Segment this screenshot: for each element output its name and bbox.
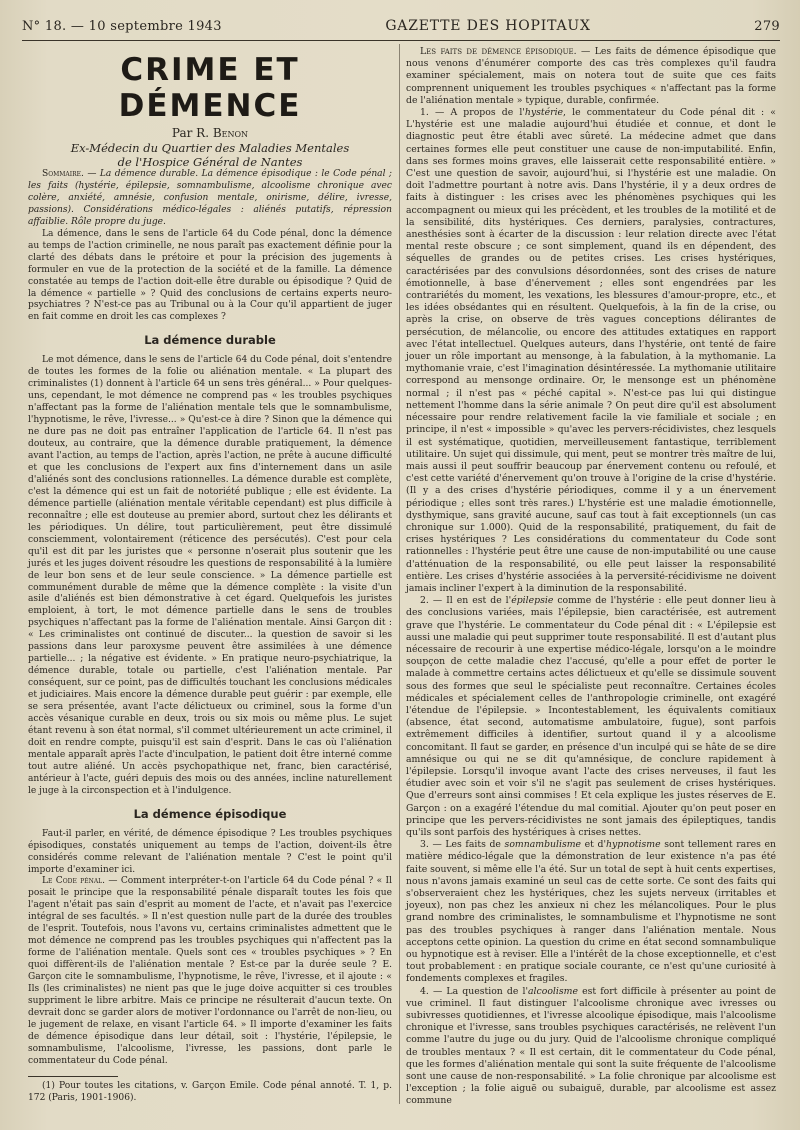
intro-paragraph: La démence, dans le sens de l'article 64 du Code pénal, donc la démence au temps de l'action criminelle, ne nous paraît pas exactement définie pour la clarté des débats dans le prétoire et pour la précision des jugements à formuler en vue de la protection de la société et de la famille. La démence constatée au temps de l'action doit-elle être durable ou épisodique ? Quid de la démence « partielle » ? Quid des conclusions de certains experts neuro-psychiatres ? N'est-ce pas au Tribunal ou à la Cour qu'il appartient de juger en fait comme en droit les cas complexes ? [28, 228, 392, 323]
somnambulisme-lead: 3. — Les faits de [420, 839, 505, 851]
somnambulisme-text: sont tellement rares en matière médico-légale que la démonstration de leur existence n'a pas été faite souvent, si même elle l'a été. Sur un total de sept à huit cents expertises, nous n'avons jamais examiné un seul cas de cette sorte. Ce sont des faits qui s'observeraient chez les hystériques, chez les sujets nerveux (irritables et joyeux), non pas chez les anxieux ni chez les mélancoliques. Pour le plus grand nombre des criminalistes, le somnambulisme et l'hypnotisme ne sont pas des troubles psychiques à ranger dans l'aliénation mentale. Nous acceptons cette opinion. La question du crime en état second somnambulique ou hypnotique est à reviser. Elle a l'intérêt de la chose exceptionnelle, et c'est tout probablement : en pratique sociale courante, ce n'est qu'une curiosité à fondements complexes et fragiles. [406, 839, 777, 985]
epilepsie-text: comme de l'hystérie : elle peut donner lieu à des conclusions variées, mais l'épilepsie, bien caractérisée, est autrement grave que l'hystérie. Le commentateur du Code pénal dit : « L'épilepsie est aussi une maladie qui peut supprimer toute responsabilité. Il est d'autant plus nécessaire de recourir à une expertise médico-légale, lorsqu'on a le moindre soupçon de cette maladie chez l'accusé, qu'elle a pour effet de porter le malade à commettre certains actes délictueux et qu'elle se dissimule souvent sous des formes que seul le spécialiste peut reconnaître. Certaines écoles médicales et spécialement celles de l'anthropologie criminelle, ont exagéré l'étendue de l'épilepsie. » Incontestablement, les équivalents comitiaux (absence, état second, automatisme ambulatoire, fugue), sont parfois extrêmement difficiles à identifier, surtout quand il y a alcoolisme concomitant. Il faut se garder, en présence d'un inculpé qui se hâte de se dire amnésique ou qui ne se dit qu'amnésique, de conclure rapidement à l'épilepsie. Lorsqu'il invoque avant l'acte des crises nerveuses, il faut les étudier avec soin et voir s'il ne s'agit pas seulement de crises hystériques. Que d'erreurs sont ainsi commises ! Et cela explique les justes réserves de E. Garçon : on a exagéré l'étendue du mal comitial. Ajouter qu'on peut poser en principe que les pervers-récidivistes ne sont jamais des épileptiques, tandis qu'ils sont parfois des hystériques à crises nettes. [406, 595, 776, 838]
section-heading-episodique: La démence épisodique [133, 806, 287, 821]
page-number: 279 [754, 19, 780, 34]
code-penal-text: — Comment interpréter-t-on l'article 64 du Code pénal ? « Il posait le principe que la responsabilité pénale disparaît toutes les fois que l'agent n'était pas sain d'esprit au moment de l'acte, et n'avait pas l'exercice intégral de ses facultés. » Il n'est question nulle part de la durée des troubles de l'esprit. Toutefois, nous l'avons vu, certains criminalistes admettent que le mot démence ne comprend pas les troubles psychiques qui n'affectent pas la forme de l'aliénation mentale. Quels sont ces « troubles psychiques » ? En quoi diffèrent-ils de l'aliénation mentale ? Est-ce par la durée seule ? E. Garçon cite le somnambulisme, l'hypnotisme, le rêve, l'ivresse, et il ajoute : « Ils (les criminalistes) ne nient pas que le juge doive acquitter si ces troubles suppriment le libre arbitre. Mais ce principe ne résulterait d'aucun texte. On devrait donc se garder alors de motiver l'ordonnance ou l'arrêt de non-lieu, ou le jugement de relaxe, en visant l'article 64. » Il importe d'examiner les faits de démence épisodique dans leur détail, soit : l'hystérie, l'épilepsie, le somnambulisme, l'alcoolisme, l'ivresse, les passions, dont parle le commentateur du Code pénal. [28, 876, 392, 1066]
somnambulisme-mid: et d' [581, 839, 607, 851]
author-name: Benon [212, 126, 249, 140]
hysterie-term: hystérie [524, 107, 564, 119]
article-title: CRIME ET DÉMENCE [118, 52, 302, 124]
faits-label: Les faits de démence épisodique. [420, 46, 577, 57]
issue-date: N° 18. — 10 septembre 1943 [22, 19, 222, 34]
affiliation-line-1: Ex-Médecin du Quartier des Maladies Mentales [70, 141, 350, 155]
epilepsie-paragraph [406, 595, 776, 839]
alcoolisme-paragraph [406, 986, 776, 1108]
right-column [406, 46, 776, 1108]
code-penal-label: Le Code pénal. [42, 876, 106, 887]
episodique-paragraph: Faut-il parler, en vérité, de démence épisodique ? Les troubles psychiques épisodiques, constatés uniquement au temps de l'action, doivent-ils être considérés comme relevant de l'aliénation mentale ? C'est le point qu'il importe d'examiner ici. [28, 828, 392, 875]
summary-label: Sommaire. [42, 169, 84, 179]
affiliation-line-2: de l'Hospice Général de Nantes [117, 155, 303, 169]
left-column [28, 46, 392, 1105]
byline [28, 126, 392, 141]
hysterie-text: , le commentateur du Code pénal dit : « L'hystérie est une maladie aujourd'hui étudiée et connue, et dont le diagnostic peut être établi avec sûreté. La médecine admet que dans certaines formes elle peut constituer une cause de non-imputabilité. Enfin, dans ses formes moins graves, elle laisserait cette responsabilité entière. » C'est une question de savoir, aujourd'hui, si l'hystérie est une maladie. On doit l'admettre pourtant à notre avis. Dans l'hystérie, il y a deux ordres de faits à distinguer : les crises avec les phénomènes psychiques qui les accompagnent ou mieux qui les précèdent, et les troubles de la motilité et de la sensibilité, dits hystériques. Ces derniers, paralysies, contractures, anesthésies sont à écarter de la discussion : leur relation directe avec l'état mental reste obscure ; ce sont simplement, quand ils en dépendent, des séquelles de grandes ou de petites crises. Les crises hystériques, caractérisées par des convulsions désordonnées, sont des crises de nature émotionnelle, à base d'énervement ; elles sont engendrées par les contrariétés du moment, les vexations, les blessures d'amour-propre, etc., et les idées obsédantes qui en résultent. Quelquefois, à la fin de la crise, ou après la crise, on observe de très vagues conceptions délirantes de persécution, de mélancolie, ou encore des attitudes extatiques en rapport avec l'état intellectuel. Quelques auteurs, dans l'hystérie, ont tenté de faire jouer un rôle important au mensonge, à la fabulation, à la mythomanie. La mythomanie vraie, c'est l'imagination désintéressée. La mythomanie utilitaire correspond au mensonge ordinaire. Or, le mensonge est un phénomène normal ; il n'est pas « péché capital ». N'est-ce pas lui qui distingue nettement l'homme dans la série animale ? On peut dire qu'il est absolument nécessaire pour rendre relativement facile la vie familiale et sociale ; en principe, il n'est « impossible » qu'avec les pervers-récidivistes, chez lesquels il est systématique, quotidien, merveilleusement fantastique, terriblement utilitaire. Un sujet qui dissimule, qui ment, peut se montrer très maître de lui, mais aussi il peut souffrir beaucoup par énervement contenu ou refoulé, et c'est cette variété d'énervement qu'on trouve à l'origine de la crise d'hystérie. (Il y a des crises d'hystérie périodiques, comme il y a un énervement périodique ; elles sont très rares.) L'hystérie est une maladie émotionnelle, dysthymique, sans gravité aucune, sauf cas tout à fait exceptionnels (un cas chronique sur 1.000). Quid de la responsabilité, pratiquement, du fait de crises hystériques ? Les considérations du commentateur du Code sont rationnelles : l'hystérie peut être une cause de non-imputabilité ou une cause d'atténuation de la responsabilité, ou elle peut laisser la responsabilité entière. Les crises d'hystérie associées à la perversité-récidivisme ne doivent jamais incliner l'expert à la diminution de la responsabilité. [406, 107, 776, 594]
alcoolisme-term: alcoolisme [528, 985, 578, 997]
header-rule [22, 40, 780, 41]
journal-title: GAZETTE DES HOPITAUX [385, 18, 591, 34]
epilepsie-term: épilepsie [511, 595, 554, 607]
durable-paragraph: Le mot démence, dans le sens de l'article 64 du Code pénal, doit s'entendre de toutes les formes de la folie ou aliénation mentale. « La plupart des criminalistes (1) donnent à l'article 64 un sens très général... » Pour quelques-uns, cependant, le mot démence ne comprend pas « les troubles psychiques n'affectant pas la forme de l'aliénation mentale tels que le somnambulisme, l'hypnotisme, le rêve, l'ivresse... » Qu'est-ce à dire ? Sinon que la démence qui ne dure pas ne doit pas entraîner l'application de l'article 64. Il n'est pas douteux, au contraire, que la démence durable pratiquement, la démence avant l'action, au temps de l'action, après l'action, ne prête à aucune difficulté et que les conclusions de l'expert aux fins d'internement dans un asile d'aliénés sont des conclusions rationnelles. La démence durable est complète, c'est la démence qui est un fait de notoriété publique ; elle est évidente. La démence partielle (aliénation mentale véritable cependant) est plus difficile à reconnaître ; elle est douteuse au premier abord, surtout chez les délirants et les périodiques. Un délire, tout particulièrement, peut être dissimulé consciemment, volontairement (réticence des persécutés). C'est pour cela qu'il est dit par les juristes que « personne n'oserait plus soutenir que les jurés et les juges doivent résoudre les questions de responsabilité à la lumière de leur bon sens et de leur seule conscience. » La démence partielle est communément durable de même que la démence complète : la visite d'un asile d'aliénés est bien démonstrative à cet égard. Quelquefois les juristes emploient, à tort, le mot démence partielle dans le sens de troubles psychiques n'affectant pas la forme de l'aliénation mentale. Ainsi Garçon dit : « Les criminalistes ont continué de discuter... la question de savoir si les passions dans leur paroxysme peuvent être assimilées à une démence partielle... ; la négative est évidente. » En pratique neuro-psychiatrique, la démence durable, totale ou partielle, c'est l'aliénation mentale. Par conséquent, sur ce point, pas de difficultés touchant les conclusions médicales et judiciaires. Mais encore la démence durable peut guérir : par exemple, elle se sera présentée, avant l'acte délictueux ou criminel, sous la forme d'un accès vésanique curable en deux, trois ou six mois ou même plus. Le sujet étant revenu à son état normal, s'il commet ultérieurement un acte criminel, il doit en rendre compte, puisqu'il est sain d'esprit. Dans le cas où l'aliénation mentale apparaît après l'acte d'inculpation, le patient doit être interné comme tout autre aliéné. Un accès psychopathique net, franc, bien caractérisé, antérieur à l'acte, guéri depuis des mois ou des années, incline naturellement le juge à la circonspection et à l'indulgence. [28, 355, 393, 796]
faits-text: — Les faits de démence épisodique que nous venons d'énumérer comporte des cas très complexes qu'il faudra examiner spécialement, mais on notera tout de suite que ces faits comprennent uniquement les troubles psychiques « n'affectant pas la forme de l'aliénation mentale » typique, durable, confirmée. [406, 46, 776, 106]
somnambulisme-paragraph [406, 839, 776, 985]
somnambulisme-term: somnambulisme [504, 839, 582, 851]
code-penal-paragraph [28, 876, 392, 1067]
summary [28, 169, 392, 229]
epilepsie-lead: 2. — Il en est de l' [420, 595, 512, 607]
footnote-rule [28, 1076, 118, 1077]
faits-paragraph [406, 46, 776, 107]
hysterie-paragraph [406, 107, 776, 595]
hypnotisme-term: hypnotisme [606, 839, 661, 851]
summary-text: — La démence durable. La démence épisodique : le Code pénal ; les faits (hystérie, épilepsie, somnambulisme, alcoolisme chronique avec colère, anxiété, amnésie, confusion mentale, onirisme, délire, ivresse, passions). Considérations médico-légales : aliénés putatifs, répression affaiblie. Rôle propre du juge. [28, 169, 392, 227]
alcoolisme-lead: 4. — La question de l' [420, 985, 529, 997]
hysterie-lead: 1. — A propos de l' [420, 107, 525, 119]
footnote: (1) Pour toutes les citations, v. Garçon Emile. Code pénal annoté. T. 1, p. 172 (Paris, 1901-1906). [28, 1080, 392, 1103]
section-heading-durable: La démence durable [144, 333, 276, 348]
column-divider [399, 44, 400, 1104]
running-header [22, 18, 780, 40]
alcoolisme-text: est fort difficile à présenter au point de vue criminel. Il faut distinguer l'alcoolisme chronique avec ivresses ou subivresses quotidiennes, et l'ivresse alcoolique épisodique, mais l'alcoolisme chronique et l'ivresse, sans troubles psychiques caractérisés, ne relèvent l'un comme l'autre du juge ou du jury. Quid de l'alcoolisme chronique compliqué de troubles mentaux ? « Il est certain, dit le commentateur du Code pénal, que les formes d'aliénation mentale qui sont la suite fréquente de l'alcoolisme sont une cause de non-responsabilité. » La folie chronique par alcoolisme est l'exception ; la folie aiguë ou subaiguë, durable, par alcoolisme est assez commune [406, 985, 776, 1107]
byline-prefix: Par R. [171, 126, 210, 140]
